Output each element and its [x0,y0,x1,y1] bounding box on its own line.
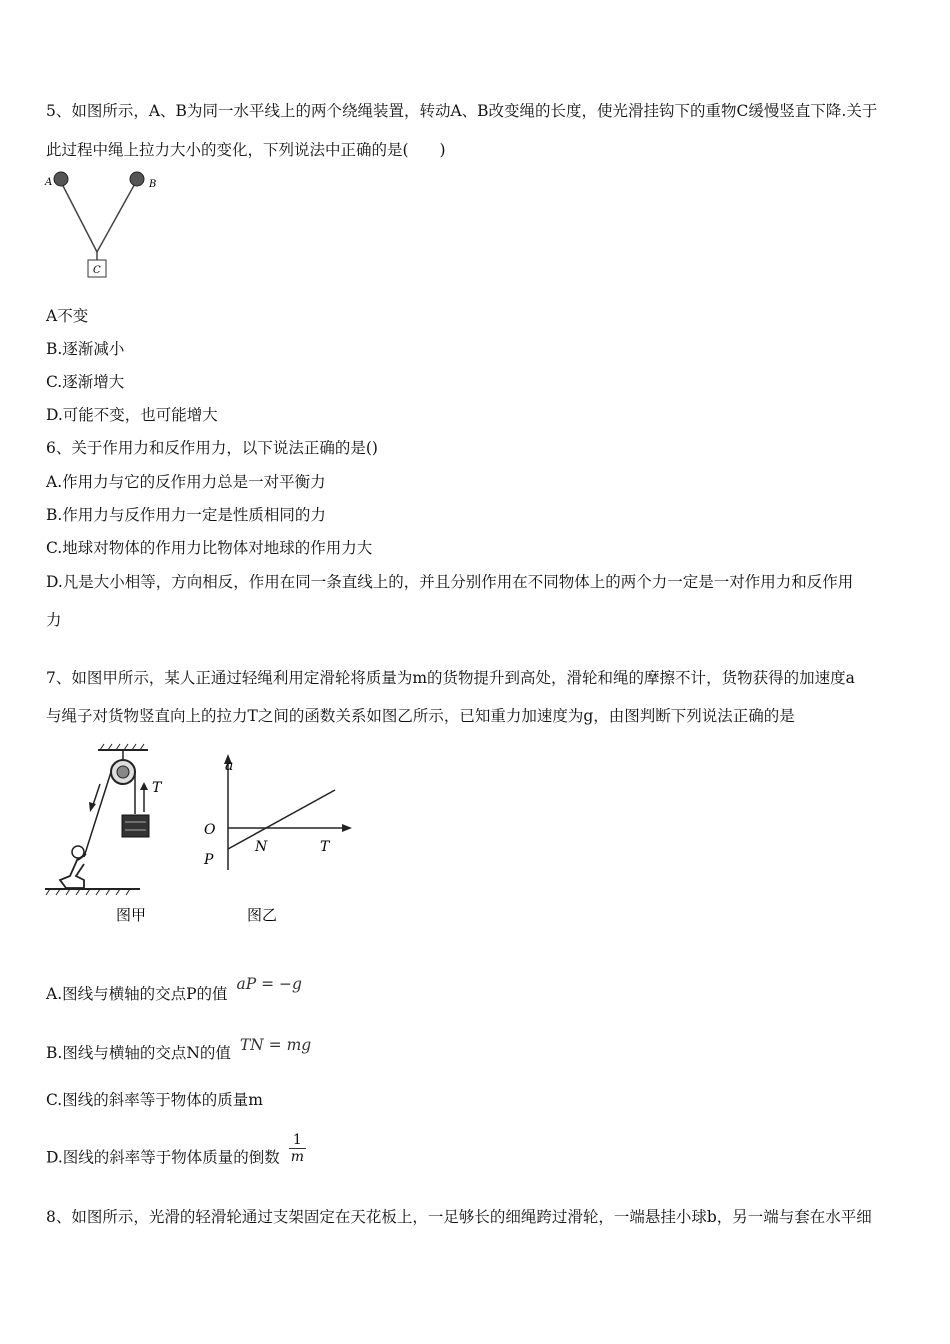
q5-stem-line1: 5、如图所示，A、B为同一水平线上的两个绕绳装置，转动A、B改变绳的长度，使光滑挂钩下的重物C缓慢竖直下降.关于 [46,102,878,120]
q7-option-a-math: aP = −g [236,975,302,993]
q5-option-a: A不变 [46,307,89,325]
label-o: O [204,822,216,838]
label-a: A [45,177,53,188]
q7-option-d-fraction [289,1132,306,1165]
caption-yi: 图乙 [247,906,278,924]
q7-stem-line2: 与绳子对货物竖直向上的拉力T之间的函数关系如图乙所示，已知重力加速度为g，由图判断下列说法正确的是 [46,707,795,725]
q7-option-d [46,1132,306,1175]
q5-stem-line2: 此过程中绳上拉力大小的变化，下列说法中正确的是( ) [46,141,446,159]
caption-jia: 图甲 [116,906,147,924]
label-p: P [204,852,214,868]
q7-stem-line1: 7、如图甲所示，某人正通过轻绳利用定滑轮将质量为m的货物提升到高处，滑轮和绳的摩擦不计，货物获得的加速度a [46,669,855,687]
label-c: C [93,265,101,276]
q7-figure-jia [40,742,175,932]
q7-figure-yi [195,752,360,932]
q7-option-b-text: B.图线与横轴的交点N的值 [46,1044,231,1062]
label-t-jia: T [152,780,162,796]
q5-option-c: C.逐渐增大 [46,373,125,391]
q6-stem: 6、关于作用力和反作用力，以下说法正确的是() [46,439,378,457]
q7-option-b [46,1036,312,1064]
q7-option-d-text: D.图线的斜率等于物体质量的倒数 [46,1148,280,1167]
q7-option-a-text: A.图线与横轴的交点P的值 [46,985,228,1003]
q8-stem-line1: 8、如图所示，光滑的轻滑轮通过支架固定在天花板上，一足够长的细绳跨过滑轮，一端悬挂小球b，另一端与套在水平细 [46,1208,872,1226]
label-a-axis: a [225,758,234,774]
label-t-axis: T [320,839,330,855]
q6-option-a: A.作用力与它的反作用力总是一对平衡力 [46,473,326,491]
q6-option-d-cont: 力 [46,611,62,629]
fraction-denominator: m [290,1149,305,1165]
winder-a [54,172,68,186]
cargo [122,815,149,837]
label-b: B [149,179,157,190]
graph-line [228,790,335,849]
winder-b [130,172,144,186]
rope-a [60,180,97,252]
q5-option-d: D.可能不变，也可能增大 [46,406,218,424]
fraction-numerator: 1 [289,1132,306,1149]
q6-option-d: D.凡是大小相等，方向相反，作用在同一条直线上的，并且分别作用在不同物体上的两个力一定是一对作用力和反作用 [46,573,854,591]
q5-option-b: B.逐渐减小 [46,340,125,358]
q7-option-c: C.图线的斜率等于物体的质量m [46,1091,263,1109]
q6-option-c: C.地球对物体的作用力比物体对地球的作用力大 [46,539,373,557]
rope-left [84,772,111,857]
q5-figure [40,168,170,284]
q7-option-b-math: TN = mg [239,1036,312,1054]
q7-option-a [46,975,302,1005]
label-n: N [255,839,268,855]
q6-option-b: B.作用力与反作用力一定是性质相同的力 [46,506,326,524]
rope-b [97,180,137,252]
